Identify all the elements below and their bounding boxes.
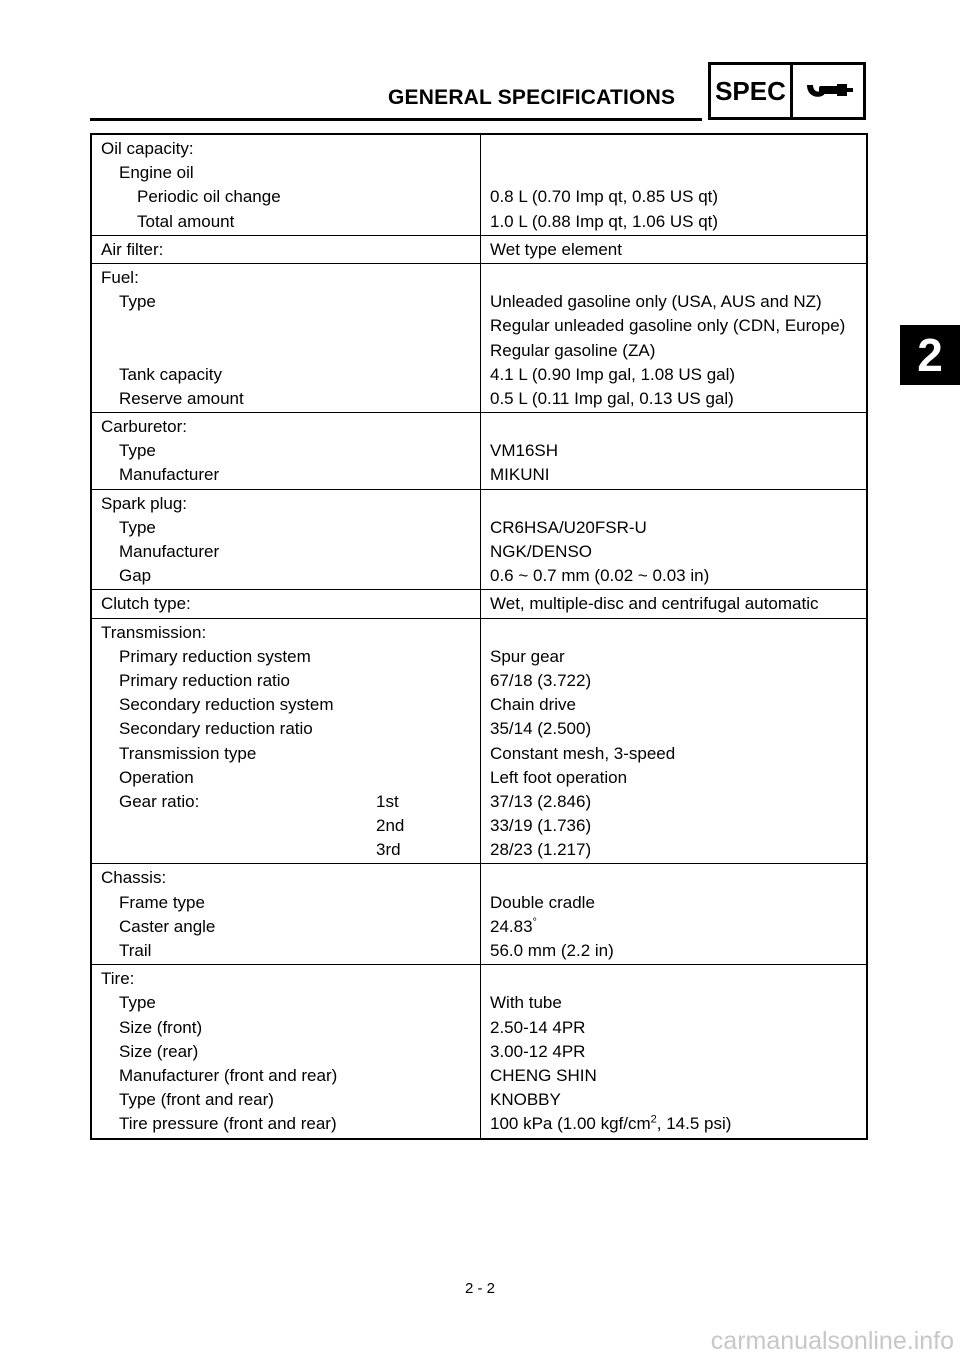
spec-value-text: 37/13 (2.846) xyxy=(490,791,592,811)
spec-label: Spark plug: xyxy=(101,493,187,513)
spec-row xyxy=(92,717,866,741)
spec-label: Secondary reduction system xyxy=(119,695,334,715)
spec-value-text: CHENG SHIN xyxy=(490,1065,597,1085)
spec-label: Type (front and rear) xyxy=(119,1090,274,1110)
spec-label: Gear ratio: xyxy=(119,791,200,811)
spec-value xyxy=(490,540,592,564)
spec-value xyxy=(490,1040,585,1064)
spec-row xyxy=(92,439,866,463)
spec-row xyxy=(92,866,866,890)
spec-label: Caster angle xyxy=(119,916,216,936)
gear-label: 3rd xyxy=(376,840,401,860)
gear-label: 2nd xyxy=(376,816,405,836)
spec-value-text: KNOBBY xyxy=(490,1090,561,1110)
spec-row xyxy=(92,492,866,516)
spec-value xyxy=(490,439,558,463)
spec-value xyxy=(490,314,845,338)
spec-label: Tank capacity xyxy=(119,364,222,384)
spec-label: Manufacturer xyxy=(119,465,220,485)
spec-row xyxy=(92,693,866,717)
spec-value-text: 33/19 (1.736) xyxy=(490,816,592,836)
spec-label: Secondary reduction ratio xyxy=(119,719,313,739)
spec-row xyxy=(92,314,866,338)
page-number: 2 - 2 xyxy=(464,1280,495,1297)
spec-value xyxy=(490,915,537,939)
spec-label: Primary reduction system xyxy=(119,646,311,666)
spec-row xyxy=(92,669,866,693)
spec-row xyxy=(92,814,866,838)
spec-row xyxy=(92,363,866,387)
spec-value-text: 28/23 (1.217) xyxy=(490,840,592,860)
spec-row xyxy=(92,838,866,862)
spec-value-text: Unleaded gasoline only (USA, AUS and NZ) xyxy=(490,292,822,312)
spec-value xyxy=(490,766,627,790)
spec-row xyxy=(92,463,866,487)
spec-value-text: 0.5 L (0.11 Imp gal, 0.13 US gal) xyxy=(490,388,734,408)
spec-row xyxy=(92,1088,866,1112)
spec-value xyxy=(490,939,614,963)
spec-value-text: 2.50-14 4PR xyxy=(490,1017,586,1037)
spec-value xyxy=(490,564,709,588)
spec-value-suffix: , 14.5 psi) xyxy=(656,1114,732,1134)
spec-value-text: Double cradle xyxy=(490,892,595,912)
spec-label: Size (rear) xyxy=(119,1041,199,1061)
spec-row xyxy=(92,967,866,991)
spec-value xyxy=(490,693,576,717)
spec-label: Clutch type: xyxy=(101,594,191,614)
spec-value-text: Wet type element xyxy=(490,239,622,259)
spec-label: Oil capacity: xyxy=(101,139,194,158)
spec-row xyxy=(92,210,866,234)
spec-row xyxy=(92,137,866,161)
header-rule xyxy=(90,118,702,121)
spec-label: Engine oil xyxy=(119,163,194,183)
spec-label: Transmission type xyxy=(119,743,257,763)
spec-label: Tire: xyxy=(101,969,135,989)
page-title: GENERAL SPECIFICATIONS xyxy=(388,86,676,109)
spec-label: Manufacturer xyxy=(119,542,220,561)
spec-label: Primary reduction ratio xyxy=(119,670,291,690)
spec-row xyxy=(92,387,866,411)
spec-value xyxy=(490,290,822,314)
spec-label: Reserve amount xyxy=(119,388,244,408)
spec-row xyxy=(92,238,866,262)
spec-label: Type xyxy=(119,993,156,1013)
spec-value-superscript: ° xyxy=(532,916,537,929)
spec-value xyxy=(490,1088,561,1112)
spec-label: Carburetor: xyxy=(101,417,187,437)
spec-value-text: CR6HSA/U20FSR-U xyxy=(490,517,647,537)
spec-value xyxy=(490,339,655,363)
wrench-icon xyxy=(793,65,863,117)
spec-value-text: 1.0 L (0.88 Imp qt, 1.06 US qt) xyxy=(490,211,719,231)
spec-label: Type xyxy=(119,441,156,461)
spec-group-transmission xyxy=(92,618,866,864)
spec-value xyxy=(490,838,591,862)
spec-label: Operation xyxy=(119,767,194,787)
spec-value-text: NGK/DENSO xyxy=(490,542,593,561)
spec-row xyxy=(92,415,866,439)
spec-value xyxy=(490,238,622,262)
spec-value xyxy=(490,742,675,766)
spec-value-text: 0.6 ~ 0.7 mm (0.02 ~ 0.03 in) xyxy=(490,566,710,586)
spec-value xyxy=(490,463,550,487)
spec-group-oil xyxy=(92,135,866,235)
spec-group-carburetor xyxy=(92,412,866,489)
section-badge xyxy=(708,62,866,120)
chapter-tab: 2 xyxy=(900,325,960,385)
spec-label: Trail xyxy=(119,941,152,960)
spec-label: Type xyxy=(119,517,156,537)
spec-label: Size (front) xyxy=(119,1017,203,1037)
spec-row xyxy=(92,790,866,814)
spec-value-text: 35/14 (2.500) xyxy=(490,719,592,739)
gear-label: 1st xyxy=(376,791,399,811)
spec-value-text: 24.83 xyxy=(490,916,533,936)
spec-row xyxy=(92,266,866,290)
spec-label: Periodic oil change xyxy=(137,187,281,207)
spec-value-text: MIKUNI xyxy=(490,465,550,485)
spec-label: Tire pressure (front and rear) xyxy=(119,1114,337,1134)
spec-row xyxy=(92,290,866,314)
spec-value-text: 4.1 L (0.90 Imp gal, 1.08 US gal) xyxy=(490,364,736,384)
spec-row xyxy=(92,161,866,185)
spec-row xyxy=(92,766,866,790)
spec-table xyxy=(90,133,868,1140)
spec-value-text: 56.0 mm (2.2 in) xyxy=(490,941,614,960)
spec-group-tire xyxy=(92,964,866,1137)
spec-row xyxy=(92,1112,866,1136)
spec-row xyxy=(92,1040,866,1064)
spec-value-text: Regular gasoline (ZA) xyxy=(490,340,656,360)
spec-row xyxy=(92,939,866,963)
spec-label: Chassis: xyxy=(101,868,167,888)
spec-row xyxy=(92,1016,866,1040)
spec-label: Transmission: xyxy=(101,622,207,642)
spec-value xyxy=(490,210,718,234)
spec-value xyxy=(490,991,562,1015)
spec-value-text: 3.00-12 4PR xyxy=(490,1041,586,1061)
spec-value-text: Wet, multiple-disc and centrifugal automatic xyxy=(490,594,819,614)
spec-row xyxy=(92,540,866,564)
spec-label: Frame type xyxy=(119,892,205,912)
spec-label: Fuel: xyxy=(101,267,139,287)
spec-group-fuel xyxy=(92,263,866,412)
spec-group-air-filter xyxy=(92,235,866,263)
spec-row xyxy=(92,564,866,588)
spec-label: Air filter: xyxy=(101,239,164,259)
spec-value xyxy=(490,814,591,838)
spec-value xyxy=(490,185,718,209)
spec-group-clutch xyxy=(92,589,866,617)
spec-row xyxy=(92,592,866,616)
watermark: carmanualsonline.info xyxy=(710,1327,954,1355)
spec-row xyxy=(92,742,866,766)
spec-group-chassis xyxy=(92,863,866,964)
spec-row xyxy=(92,621,866,645)
spec-value-text: Chain drive xyxy=(490,695,576,715)
spec-value-text: Constant mesh, 3-speed xyxy=(490,743,676,763)
spec-value-text: 100 kPa (1.00 kgf/cm xyxy=(490,1114,651,1134)
spec-value-text: 67/18 (3.722) xyxy=(490,670,592,690)
spec-row xyxy=(92,645,866,669)
spec-value xyxy=(490,717,591,741)
spec-row xyxy=(92,339,866,363)
spec-row xyxy=(92,1064,866,1088)
spec-label: Type xyxy=(119,292,156,312)
spec-value xyxy=(490,387,734,411)
spec-value-text: Regular unleaded gasoline only (CDN, Europe) xyxy=(490,316,846,336)
spec-value xyxy=(490,645,565,669)
spec-value-text: With tube xyxy=(490,993,562,1013)
spec-value xyxy=(490,363,735,387)
spec-row xyxy=(92,991,866,1015)
spec-value xyxy=(490,1112,731,1136)
spec-label: Total amount xyxy=(137,211,235,231)
spec-group-spark-plug xyxy=(92,489,866,590)
spec-value xyxy=(490,516,647,540)
spec-value xyxy=(490,1064,597,1088)
spec-value xyxy=(490,669,591,693)
spec-value-text: 0.8 L (0.70 Imp qt, 0.85 US qt) xyxy=(490,187,719,207)
spec-row xyxy=(92,915,866,939)
spec-row xyxy=(92,891,866,915)
spec-label: Manufacturer (front and rear) xyxy=(119,1065,338,1085)
spec-value xyxy=(490,1016,585,1040)
spec-row xyxy=(92,185,866,209)
spec-value xyxy=(490,891,595,915)
spec-value xyxy=(490,592,819,616)
spec-value-text: Spur gear xyxy=(490,646,565,666)
spec-value-text: VM16SH xyxy=(490,441,559,461)
section-label: SPEC xyxy=(711,65,793,117)
spec-row xyxy=(92,516,866,540)
spec-value xyxy=(490,790,591,814)
spec-value-text: Left foot operation xyxy=(490,767,628,787)
spec-value-superscript: 2 xyxy=(650,1113,657,1126)
spec-label: Gap xyxy=(119,566,152,586)
